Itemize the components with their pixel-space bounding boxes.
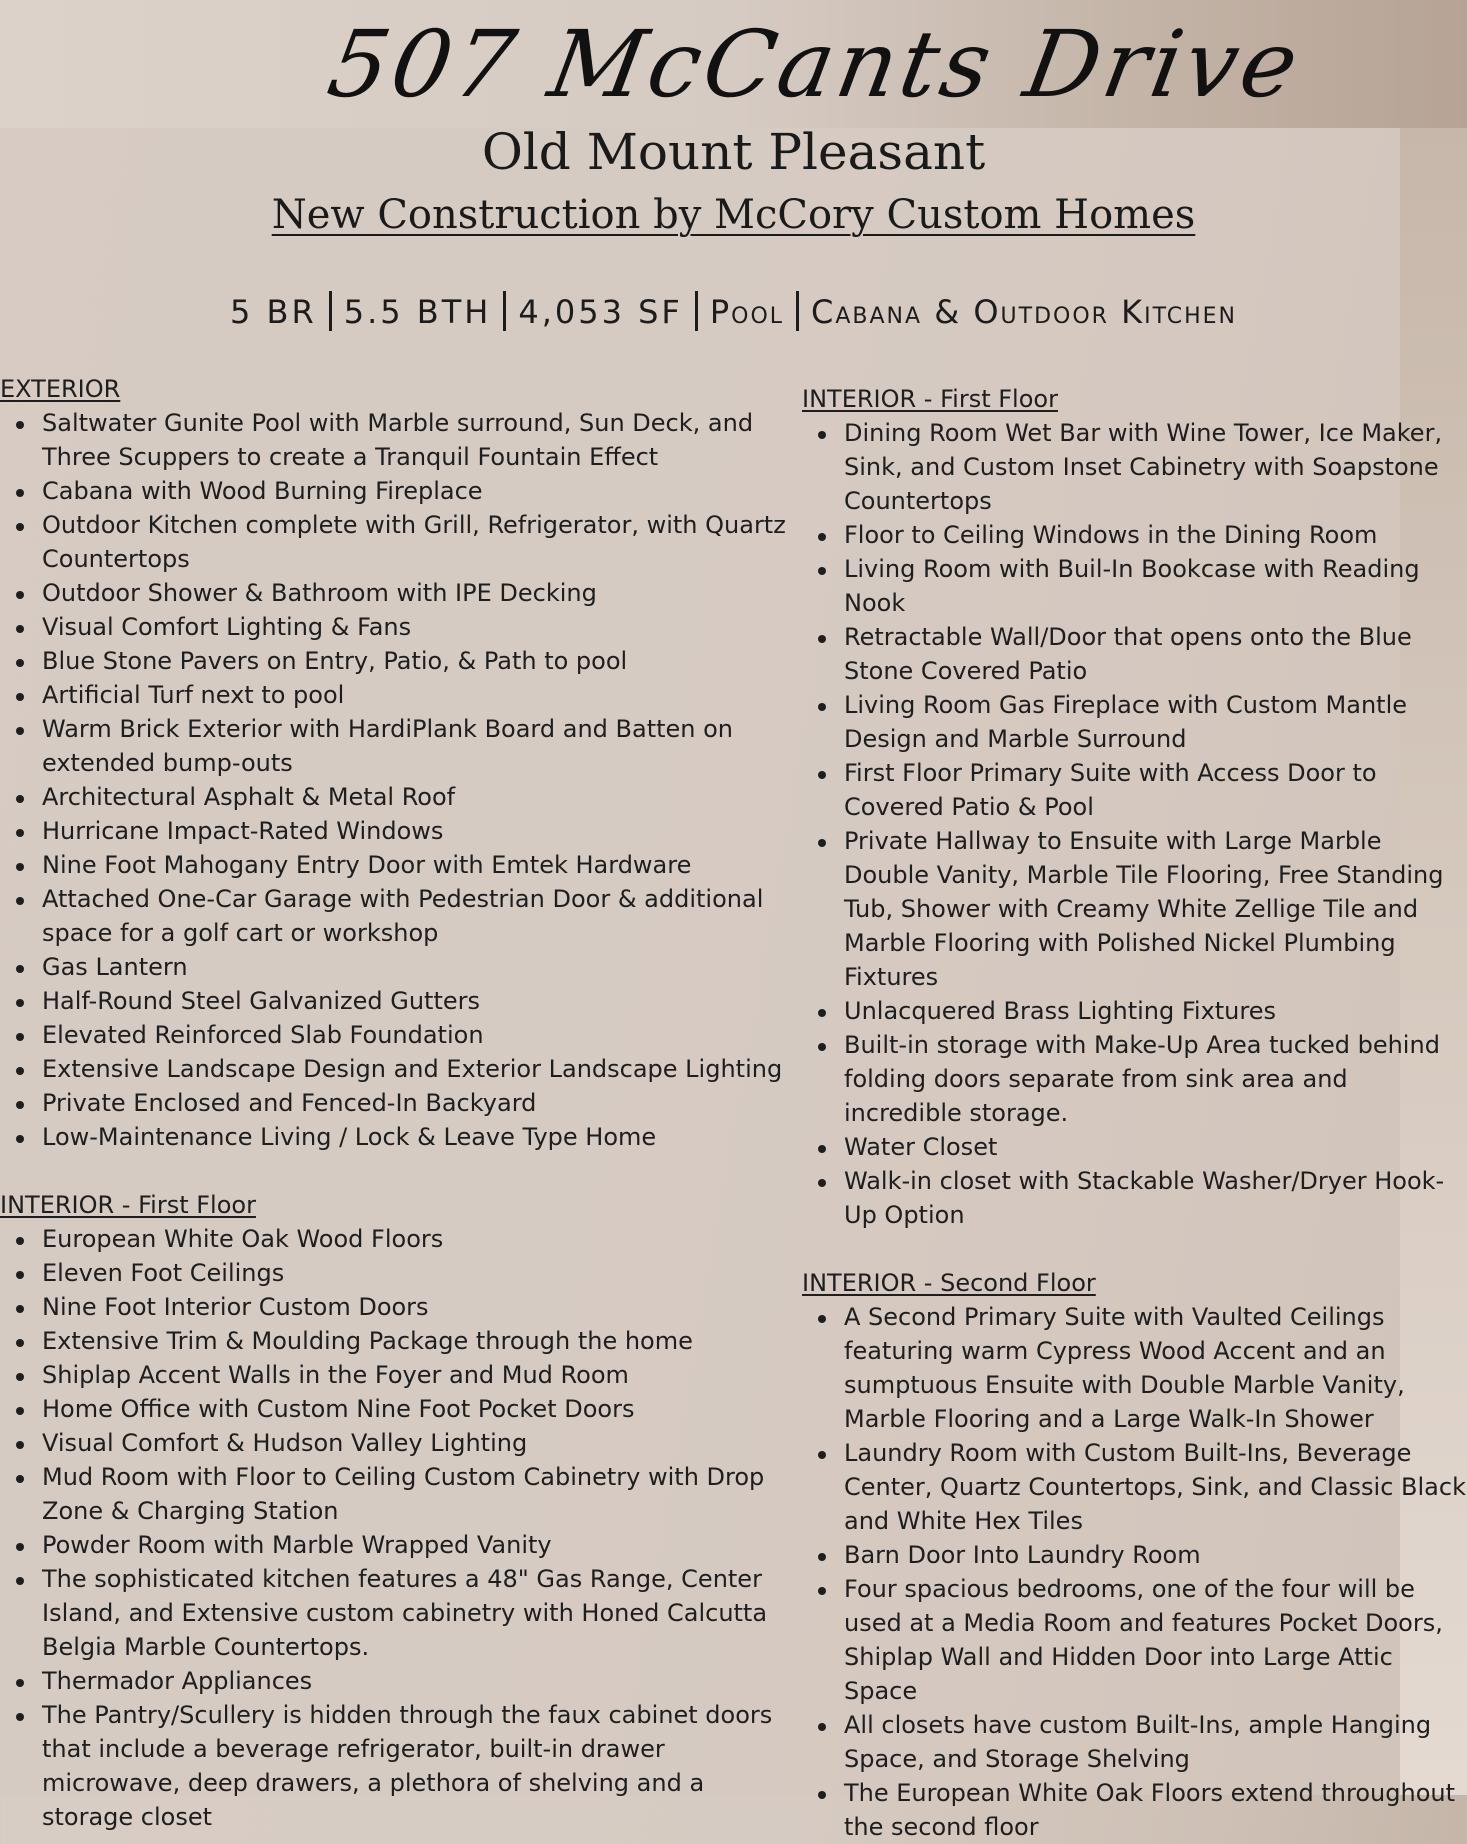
list-item: Outdoor Shower & Bathroom with IPE Decking — [42, 576, 800, 610]
address-script-title: 507 McCants Drive — [320, 11, 1310, 118]
list-item: Blue Stone Pavers on Entry, Patio, & Path to pool — [42, 644, 800, 678]
list-item: Gas Lantern — [42, 950, 800, 984]
list-item: Unlacquered Brass Lighting Fixtures — [844, 994, 1467, 1028]
list-item: Floor to Ceiling Windows in the Dining Room — [844, 518, 1467, 552]
interior-second-floor-heading: INTERIOR - Second Floor — [802, 1269, 1096, 1297]
list-item: Dining Room Wet Bar with Wine Tower, Ice Maker, Sink, and Custom Inset Cabinetry with Soapstone Countertops — [844, 416, 1467, 518]
builder-text: New Construction by McCory Custom Homes — [271, 192, 1196, 238]
list-item: Water Closet — [844, 1130, 1467, 1164]
list-item: Artificial Turf next to pool — [42, 678, 800, 712]
interior-first-floor-continued-list — [802, 416, 1467, 1232]
list-item: Cabana with Wood Burning Fireplace — [42, 474, 800, 508]
list-item: Hurricane Impact-Rated Windows — [42, 814, 800, 848]
list-item: Four spacious bedrooms, one of the four will be used at a Media Room and features Pocket Doors, Shiplap Wall and Hidden Door into Large Attic Space — [844, 1572, 1467, 1708]
list-item: Living Room Gas Fireplace with Custom Mantle Design and Marble Surround — [844, 688, 1467, 756]
stat-baths: 5.5 BTH — [343, 293, 492, 331]
left-column — [0, 372, 800, 1834]
list-item: Nine Foot Mahogany Entry Door with Emtek Hardware — [42, 848, 800, 882]
stat-pool: Pool — [709, 293, 785, 331]
stat-square-feet: 4,053 SF — [518, 293, 683, 331]
list-item: Powder Room with Marble Wrapped Vanity — [42, 1528, 800, 1562]
list-item: Mud Room with Floor to Ceiling Custom Cabinetry with Drop Zone & Charging Station — [42, 1460, 800, 1528]
interior-second-floor-list — [802, 1300, 1467, 1844]
list-item: Saltwater Gunite Pool with Marble surround, Sun Deck, and Three Scuppers to create a Tranquil Fountain Effect — [42, 406, 800, 474]
list-item: Elevated Reinforced Slab Foundation — [42, 1018, 800, 1052]
list-item: Eleven Foot Ceilings — [42, 1256, 800, 1290]
list-item: Living Room with Buil-In Bookcase with Reading Nook — [844, 552, 1467, 620]
list-item: Extensive Landscape Design and Exterior Landscape Lighting — [42, 1052, 800, 1086]
list-item: The Pantry/Scullery is hidden through the faux cabinet doors that include a beverage refrigerator, built-in drawer microwave, deep drawers, a plethora of shelving and a storage closet — [42, 1698, 800, 1834]
interior-first-floor-list — [0, 1222, 800, 1834]
stat-separator — [329, 291, 332, 331]
stat-separator — [796, 291, 799, 331]
list-item: All closets have custom Built-Ins, ample Hanging Space, and Storage Shelving — [844, 1708, 1467, 1776]
list-item: Private Hallway to Ensuite with Large Marble Double Vanity, Marble Tile Flooring, Free Standing Tub, Shower with Creamy White Zellige Tile and Marble Flooring with Polished Nickel Plumbing Fixtures — [844, 824, 1467, 994]
list-item: Low-Maintenance Living / Lock & Leave Type Home — [42, 1120, 800, 1154]
list-item: Barn Door Into Laundry Room — [844, 1538, 1467, 1572]
interior-first-floor-continued-heading: INTERIOR - First Floor — [802, 385, 1058, 413]
interior-first-floor-heading: INTERIOR - First Floor — [0, 1191, 256, 1219]
list-item: The European White Oak Floors extend throughout the second floor — [844, 1776, 1467, 1844]
list-item: The sophisticated kitchen features a 48" Gas Range, Center Island, and Extensive custom cabinetry with Honed Calcutta Belgia Marble Countertops. — [42, 1562, 800, 1664]
exterior-list — [0, 406, 800, 1154]
list-item: Laundry Room with Custom Built-Ins, Beverage Center, Quartz Countertops, Sink, and Classic Black and White Hex Tiles — [844, 1436, 1467, 1538]
exterior-heading: EXTERIOR — [0, 375, 121, 403]
list-item: Outdoor Kitchen complete with Grill, Refrigerator, with Quartz Countertops — [42, 508, 800, 576]
list-item: Nine Foot Interior Custom Doors — [42, 1290, 800, 1324]
stat-separator — [695, 291, 698, 331]
list-item: Thermador Appliances — [42, 1664, 800, 1698]
section-gap — [0, 1154, 800, 1188]
section-gap — [802, 1232, 1467, 1266]
builder-line — [0, 190, 1467, 240]
right-column — [802, 382, 1467, 1844]
list-item: Visual Comfort & Hudson Valley Lighting — [42, 1426, 800, 1460]
list-item: Shiplap Accent Walls in the Foyer and Mud Room — [42, 1358, 800, 1392]
list-item: Walk-in closet with Stackable Washer/Dryer Hook-Up Option — [844, 1164, 1467, 1232]
list-item: European White Oak Wood Floors — [42, 1222, 800, 1256]
list-item: Home Office with Custom Nine Foot Pocket Doors — [42, 1392, 800, 1426]
list-item: Architectural Asphalt & Metal Roof — [42, 780, 800, 814]
list-item: Half-Round Steel Galvanized Gutters — [42, 984, 800, 1018]
list-item: Visual Comfort Lighting & Fans — [42, 610, 800, 644]
list-item: Warm Brick Exterior with HardiPlank Board and Batten on extended bump-outs — [42, 712, 800, 780]
stat-bedrooms: 5 BR — [229, 293, 317, 331]
stats-line — [0, 290, 1467, 334]
list-item: Extensive Trim & Moulding Package through the home — [42, 1324, 800, 1358]
list-item: Retractable Wall/Door that opens onto the Blue Stone Covered Patio — [844, 620, 1467, 688]
list-item: Attached One-Car Garage with Pedestrian Door & additional space for a golf cart or workshop — [42, 882, 800, 950]
list-item: Built-in storage with Make-Up Area tucked behind folding doors separate from sink area and incredible storage. — [844, 1028, 1467, 1130]
neighborhood-subtitle: Old Mount Pleasant — [481, 123, 986, 181]
stat-separator — [503, 291, 506, 331]
list-item: First Floor Primary Suite with Access Door to Covered Patio & Pool — [844, 756, 1467, 824]
list-item: A Second Primary Suite with Vaulted Ceilings featuring warm Cypress Wood Accent and an sumptuous Ensuite with Double Marble Vanity, Marble Flooring and a Large Walk-In Shower — [844, 1300, 1467, 1436]
list-item: Private Enclosed and Fenced-In Backyard — [42, 1086, 800, 1120]
stat-cabana: Cabana & Outdoor Kitchen — [811, 293, 1237, 331]
